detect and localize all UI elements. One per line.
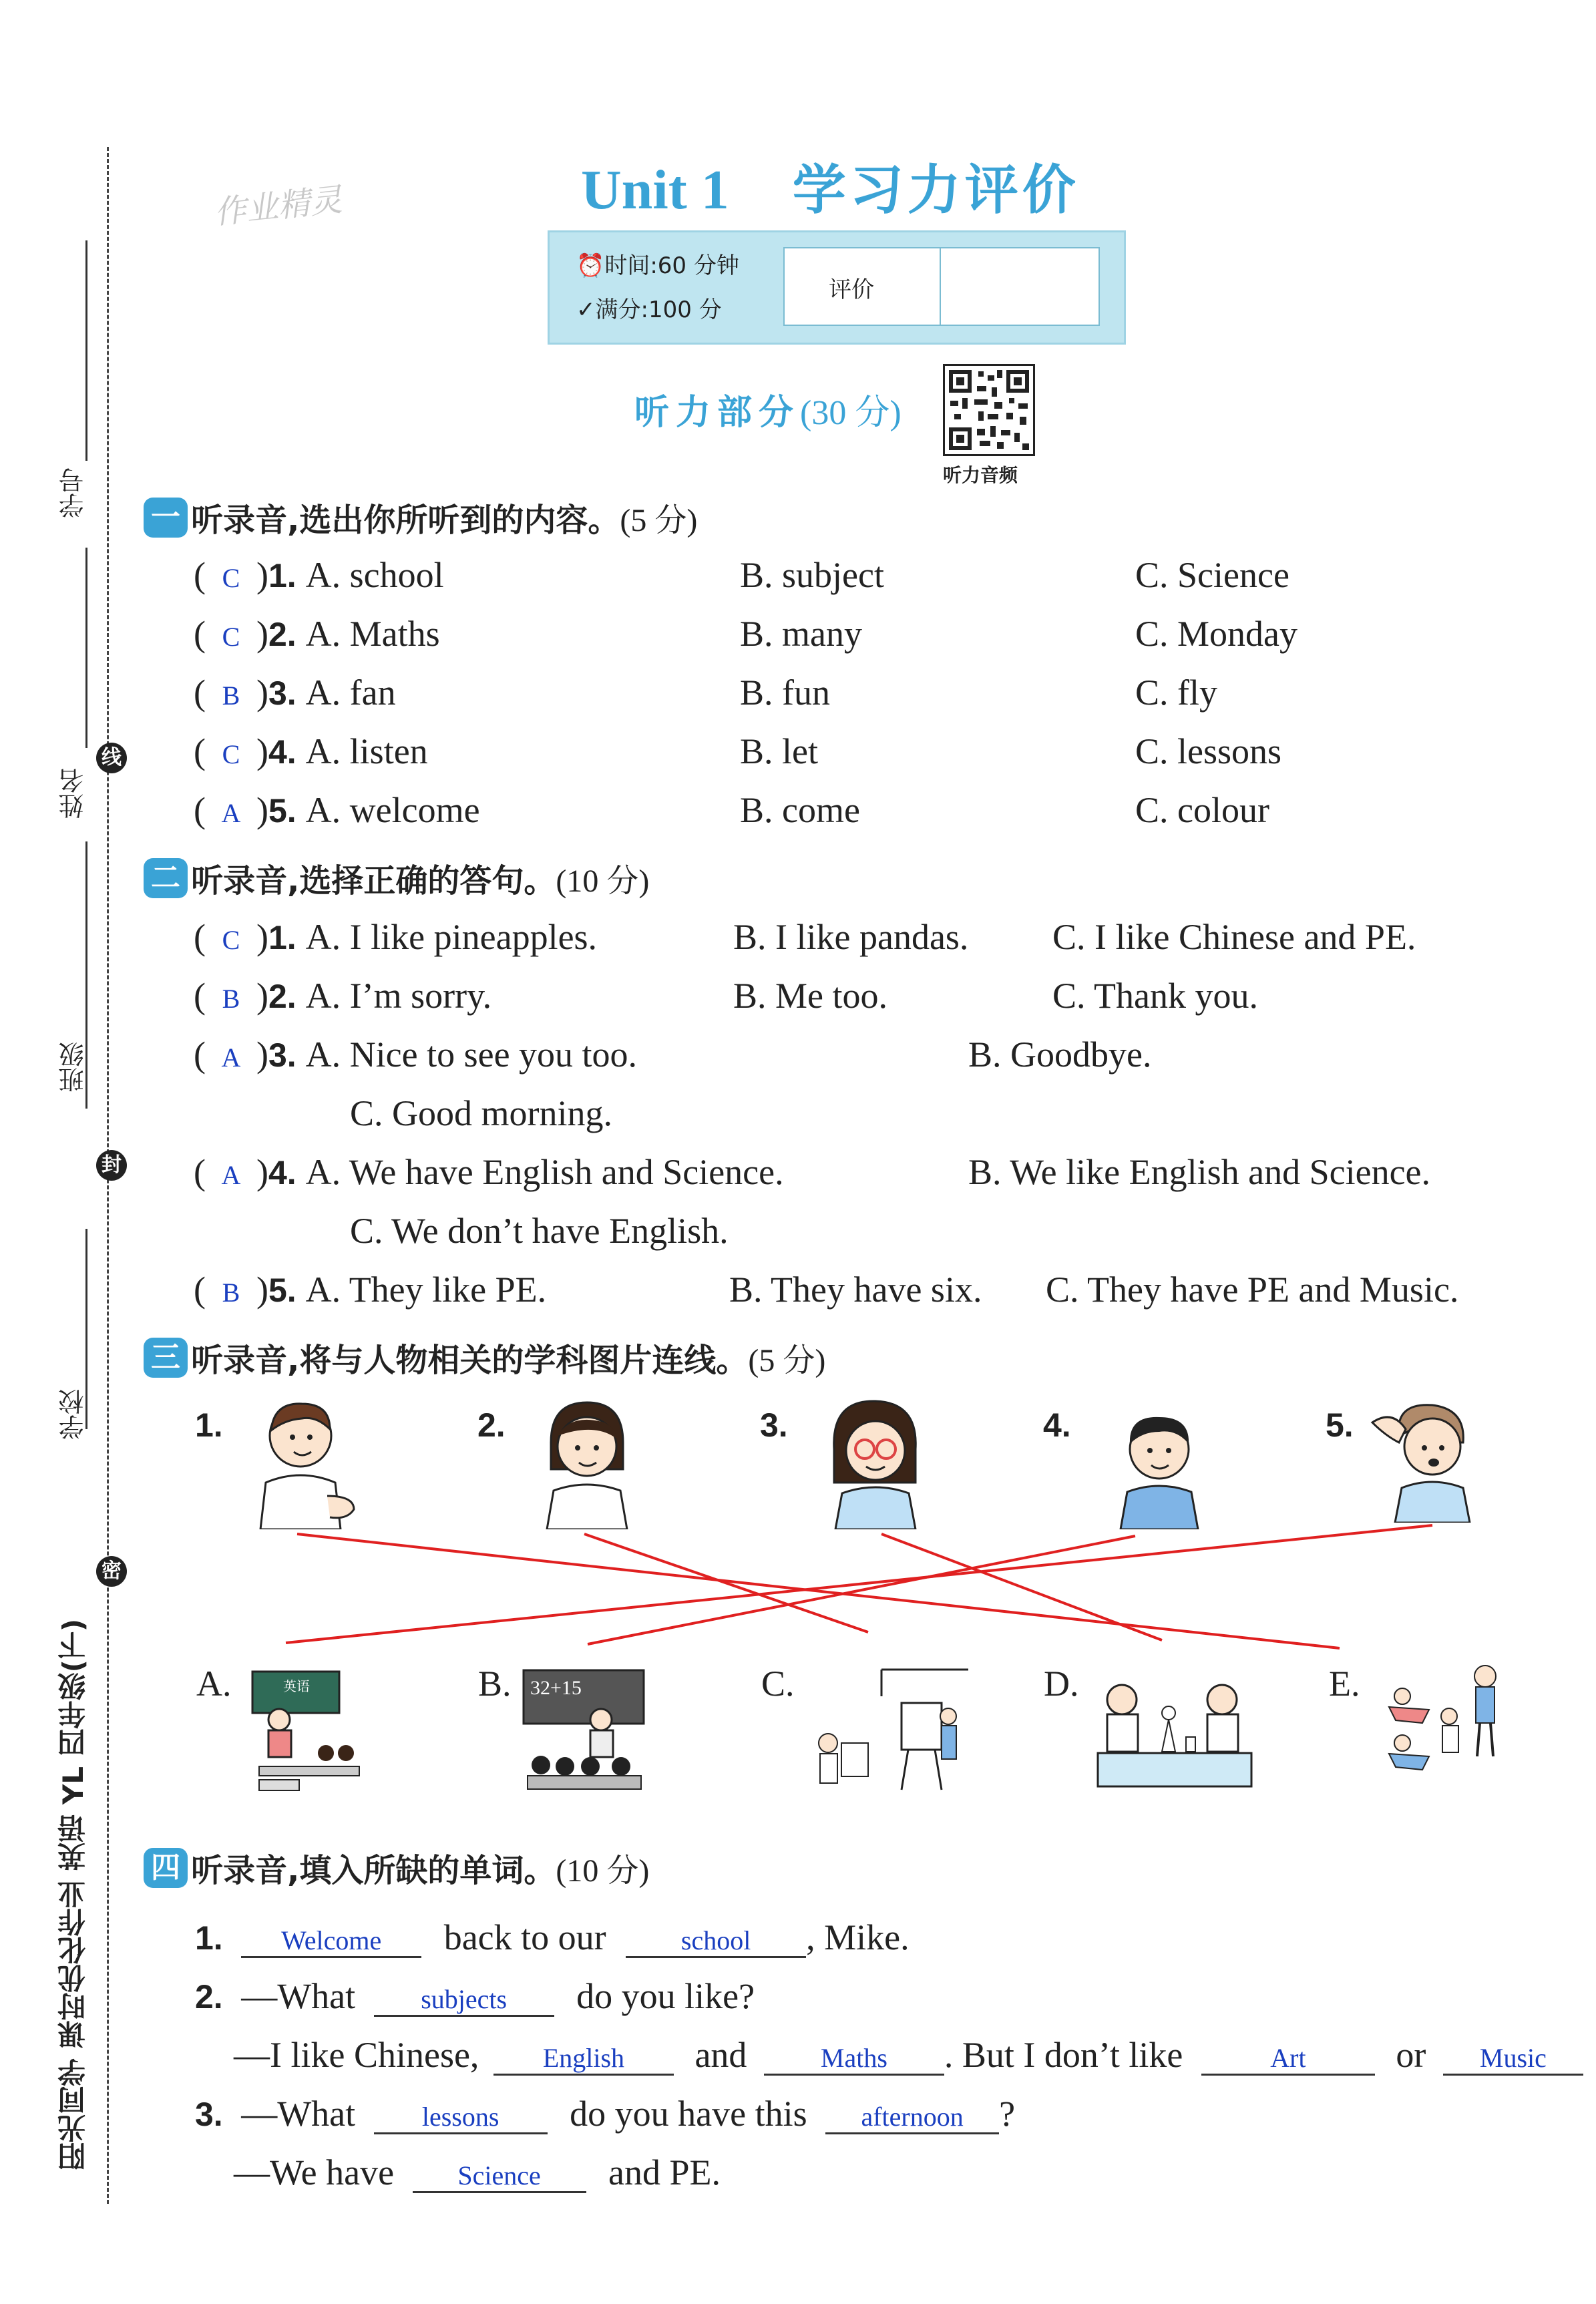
clock-icon: ⏰ — [576, 252, 605, 279]
option-c: C. lessons — [1135, 731, 1282, 771]
section4-points: (10 分) — [556, 1853, 650, 1889]
list-item: ( C )2. A. Maths — [194, 614, 440, 654]
fill-question-3: 3. —What lessons do you have this afternoon ? — [195, 2094, 1016, 2134]
time-row: ⏰时间:60 分钟 — [576, 252, 739, 279]
option-b: B. many — [740, 614, 862, 654]
option-b: B. We like English and Science. — [968, 1152, 1431, 1192]
fill-blank[interactable]: English — [493, 2042, 674, 2076]
section3-badge: 三 — [144, 1338, 188, 1378]
fill-question-2: 2. —What subjects do you like? — [195, 1976, 755, 2016]
margin-class: 班级 — [59, 1042, 88, 1093]
margin-student-no: 学号 — [59, 467, 88, 518]
fill-blank[interactable]: afternoon — [825, 2101, 999, 2134]
listening-title: 听力部分 — [634, 393, 801, 433]
section4-heading — [144, 1845, 649, 1891]
answer-choice[interactable]: B — [222, 1278, 240, 1308]
picture-label: E. — [1329, 1664, 1360, 1704]
match-line — [881, 1534, 1162, 1640]
section1-points: (5 分) — [620, 503, 698, 538]
match-line — [588, 1536, 1135, 1644]
picture-science-class[interactable] — [1095, 1673, 1255, 1800]
option-c: C. Good morning. — [350, 1093, 613, 1133]
picture-label: A. — [196, 1664, 232, 1704]
answer-choice[interactable]: A — [221, 1160, 241, 1190]
option-c: C. Science — [1135, 555, 1289, 595]
picture-label: B. — [478, 1664, 512, 1704]
person-label: 1. — [195, 1406, 223, 1444]
section3-points: (5 分) — [748, 1343, 826, 1378]
margin-dot-line: 线 — [96, 743, 127, 773]
section4-title: 听录音,填入所缺的单词。 — [191, 1852, 556, 1889]
fill-question-3-reply: —We have Science and PE. — [234, 2152, 721, 2192]
answer-choice[interactable]: A — [221, 798, 241, 828]
answer-choice[interactable]: B — [222, 681, 240, 711]
answer-choice[interactable]: C — [222, 622, 240, 652]
option-c: C. Monday — [1135, 614, 1298, 654]
margin-series: 阳光同学 课时优化作业 英语 YL 四年级(下) — [57, 1618, 89, 2170]
picture-english-class[interactable] — [246, 1666, 373, 1793]
list-item: ( C )1. A. I like pineapples. — [194, 917, 598, 957]
fill-blank[interactable]: school — [626, 1925, 806, 1958]
option-b: B. subject — [740, 555, 884, 595]
section4-badge: 四 — [144, 1848, 188, 1888]
person-label: 5. — [1326, 1406, 1354, 1444]
match-line — [286, 1525, 1432, 1643]
section1-title: 听录音,选出你所听到的内容。 — [191, 502, 620, 539]
person-label: 2. — [477, 1406, 506, 1444]
margin-dot-close: 密 — [96, 1556, 127, 1587]
margin-school: 学校 — [59, 1389, 88, 1440]
option-c: C. We don’t have English. — [350, 1211, 729, 1251]
section1-badge: 一 — [144, 498, 188, 538]
list-item: ( C )4. A. listen — [194, 731, 428, 771]
list-item: ( B )5. A. They like PE. — [194, 1270, 547, 1310]
picture-label: C. — [761, 1664, 795, 1704]
section2-badge: 二 — [144, 858, 188, 898]
list-item: ( C )1. A. school — [194, 555, 444, 595]
fill-blank[interactable]: Science — [413, 2160, 586, 2193]
option-b: B. Me too. — [733, 976, 888, 1016]
unit-label: Unit 1 — [581, 159, 729, 221]
answer-choice[interactable]: C — [222, 563, 240, 593]
option-c: C. colour — [1135, 790, 1269, 830]
answer-choice[interactable]: C — [222, 739, 240, 769]
person-label: 4. — [1043, 1406, 1071, 1444]
list-item: ( A )3. A. Nice to see you too. — [194, 1034, 638, 1075]
option-b: B. come — [740, 790, 860, 830]
option-c: C. They have PE and Music. — [1046, 1270, 1459, 1310]
picture-art-class[interactable] — [801, 1663, 975, 1796]
picture-label: D. — [1044, 1664, 1079, 1704]
option-b: B. They have six. — [729, 1270, 982, 1310]
fill-blank[interactable]: Welcome — [241, 1925, 421, 1958]
answer-choice[interactable]: B — [222, 984, 240, 1014]
section2-points: (10 分) — [556, 863, 650, 899]
option-b: B. fun — [740, 673, 830, 713]
board-b-text: 32+15 — [530, 1677, 582, 1699]
section3-title: 听录音,将与人物相关的学科图片连线。 — [191, 1342, 749, 1379]
picture-maths-class[interactable] — [521, 1666, 648, 1793]
watermark: 作业精灵 — [212, 181, 344, 232]
fill-blank[interactable]: Art — [1201, 2042, 1375, 2076]
margin-name: 姓名 — [59, 768, 88, 819]
fill-blank[interactable]: Maths — [764, 2042, 944, 2076]
check-icon: ✓ — [576, 297, 596, 323]
board-a-text: 英语 — [283, 1678, 310, 1694]
fill-question-2-reply: —I like Chinese, English and Maths . But I don’t like Art or Music — [234, 2034, 1583, 2076]
eval-label: 评价 — [829, 276, 874, 303]
option-c: C. fly — [1135, 673, 1218, 713]
option-b: B. Goodbye. — [968, 1034, 1152, 1075]
qr-caption: 听力音频 — [943, 464, 1018, 486]
option-c: C. Thank you. — [1052, 976, 1258, 1016]
fill-blank[interactable]: lessons — [374, 2101, 548, 2134]
option-c: C. I like Chinese and PE. — [1052, 917, 1416, 957]
listening-points: (30 分) — [800, 394, 902, 432]
list-item: ( A )4. A. We have English and Science. — [194, 1152, 784, 1192]
answer-choice[interactable]: C — [222, 925, 240, 955]
person-label: 3. — [760, 1406, 788, 1444]
margin-dot-seal: 封 — [96, 1150, 127, 1181]
title-cn: 学习力评价 — [792, 159, 1080, 221]
fill-question-1: 1. Welcome back to our school , Mike. — [195, 1917, 910, 1957]
list-item: ( A )5. A. welcome — [194, 790, 480, 830]
section2-title: 听录音,选择正确的答句。 — [191, 862, 556, 900]
answer-choice[interactable]: A — [221, 1042, 241, 1073]
list-item: ( B )2. A. I’m sorry. — [194, 976, 492, 1016]
fill-blank[interactable]: subjects — [374, 1983, 554, 2017]
fill-blank[interactable]: Music — [1443, 2042, 1583, 2076]
option-b: B. let — [740, 731, 818, 771]
score-row: ✓满分:100 分 — [576, 297, 722, 323]
list-item: ( B )3. A. fan — [194, 673, 396, 713]
picture-pe-class[interactable] — [1376, 1663, 1509, 1796]
option-b: B. I like pandas. — [733, 917, 969, 957]
